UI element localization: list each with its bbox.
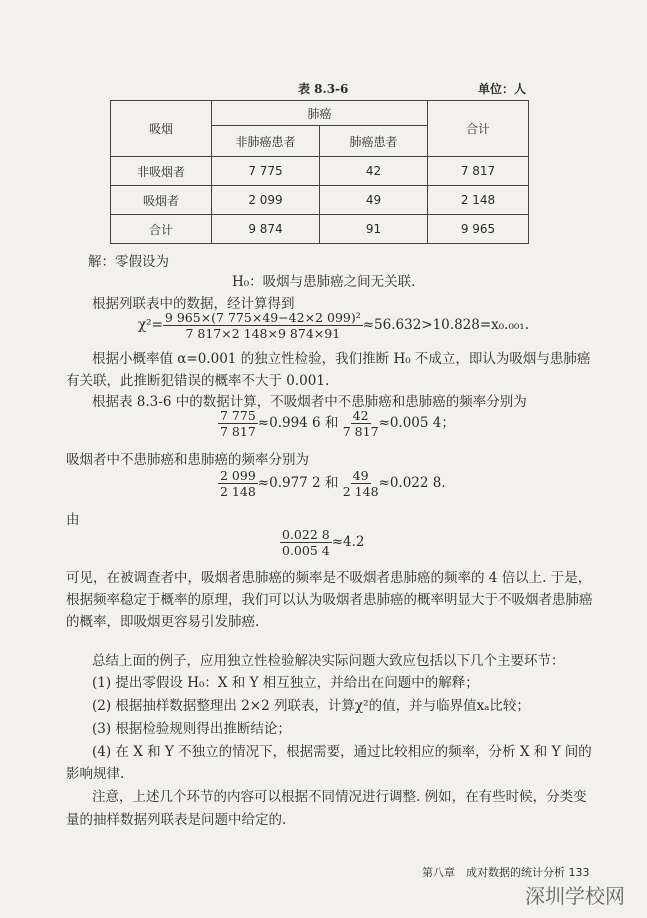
denominator: 7 817 — [342, 424, 379, 439]
total-header: 合计 — [428, 101, 529, 157]
text-line: (3) 根据检验规则得出推断结论； — [92, 721, 291, 737]
page-number: 133 — [568, 866, 590, 879]
denominator: 7 817 — [220, 424, 256, 439]
text-line: 总结上面的例子，应用独立性检验解决实际问题大致应包括以下几个主要环节： — [92, 653, 565, 669]
row-header: 吸烟 — [111, 101, 212, 157]
chapter-label: 第八章 成对数据的统计分析 — [422, 866, 565, 879]
text-line: (2) 根据抽样数据整理出 2×2 列联表，计算χ²的值，并与临界值xₐ比较； — [92, 698, 530, 714]
col-header: 非肺癌患者 — [212, 126, 320, 157]
cell: 吸烟者 — [111, 186, 212, 215]
cell: 9 965 — [428, 215, 529, 244]
table-row — [111, 186, 529, 215]
numerator: 7 775 — [220, 408, 256, 423]
page-footer — [422, 864, 590, 880]
denominator: 2 148 — [220, 484, 256, 499]
text-line: 根据表 8.3-6 中的数据计算，不吸烟者中不患肺癌和患肺癌的频率分别为 — [92, 394, 527, 410]
result: ≈0.005 4； — [378, 415, 455, 431]
chi-lhs: χ²= — [138, 317, 163, 333]
text-line: (4) 在 X 和 Y 不独立的情况下，根据需要，通过比较相应的频率，分析 X 和 Y 间的 — [92, 744, 592, 760]
fraction-line — [280, 527, 365, 558]
text-line: 由 — [66, 512, 80, 528]
cell: 91 — [320, 215, 428, 244]
table-unit: 单位：人 — [478, 82, 527, 96]
group-header: 肺癌 — [212, 101, 428, 126]
cell: 非吸烟者 — [111, 157, 212, 186]
text-line: 吸烟者中不患肺癌和患肺癌的频率分别为 — [66, 452, 309, 468]
contingency-table — [110, 100, 529, 244]
numerator: 2 099 — [220, 468, 256, 483]
hypothesis: H₀：吸烟与患肺癌之间无关联. — [232, 274, 416, 290]
cell: 9 874 — [212, 215, 320, 244]
text-line: 根据小概率值 α=0.001 的独立性检验，我们推断 H₀ 不成立，即认为吸烟与患肺癌 — [92, 351, 591, 367]
cell: 42 — [320, 157, 428, 186]
text-line: 影响规律. — [66, 766, 125, 782]
text-line: 的概率，即吸烟更容易引发肺癌. — [66, 614, 260, 630]
text-line: 根据列联表中的数据，经计算得到 — [92, 296, 295, 312]
denominator: 7 817×2 148×9 874×91 — [185, 326, 341, 341]
denominator: 0.005 4 — [282, 543, 330, 558]
cell: 7 775 — [212, 157, 320, 186]
fraction-line — [218, 468, 446, 499]
numerator: 42 — [352, 408, 369, 423]
text-line: 根据频率稳定于概率的原理，我们可以认为吸烟者患肺癌的概率明显大于不吸烟者患肺癌 — [66, 592, 593, 608]
chi-formula — [138, 310, 529, 341]
watermark: 深圳学校网 — [525, 884, 625, 908]
table-row — [111, 157, 529, 186]
cell: 2 148 — [428, 186, 529, 215]
col-header: 肺癌患者 — [320, 126, 428, 157]
numerator: 0.022 8 — [282, 527, 330, 542]
text-line: 可见，在被调查者中，吸烟者患肺癌的频率是不吸烟者患肺癌的频率的 4 倍以上. 于是， — [66, 570, 592, 586]
cell: 合计 — [111, 215, 212, 244]
cell: 7 817 — [428, 157, 529, 186]
result: ≈0.977 2 和 — [257, 475, 339, 491]
text-line: 注意，上述几个环节的内容可以根据不同情况进行调整. 例如，在有些时候，分类变 — [92, 789, 587, 805]
text-line: 量的抽样数据列联表是问题中给定的. — [66, 812, 287, 828]
cell: 2 099 — [212, 186, 320, 215]
text-line: (1) 提出零假设 H₀：X 和 Y 相互独立，并给出在问题中的解释； — [92, 675, 479, 691]
result: ≈0.022 8. — [378, 475, 446, 491]
numerator: 49 — [352, 468, 369, 483]
text-line: 有关联，此推断犯错误的概率不大于 0.001. — [66, 373, 330, 389]
denominator: 2 148 — [342, 484, 379, 499]
numerator: 9 965×(7 775×49−42×2 099)² — [164, 310, 361, 325]
result: ≈0.994 6 和 — [257, 415, 339, 431]
result: ≈4.2 — [331, 534, 365, 550]
cell: 49 — [320, 186, 428, 215]
fraction-line — [218, 408, 455, 439]
chi-rhs: ≈56.632>10.828=x₀.₀₀₁. — [362, 317, 529, 333]
text-line: 解：零假设为 — [88, 254, 169, 270]
table-title: 表 8.3-6 — [298, 82, 349, 96]
table-row — [111, 215, 529, 244]
